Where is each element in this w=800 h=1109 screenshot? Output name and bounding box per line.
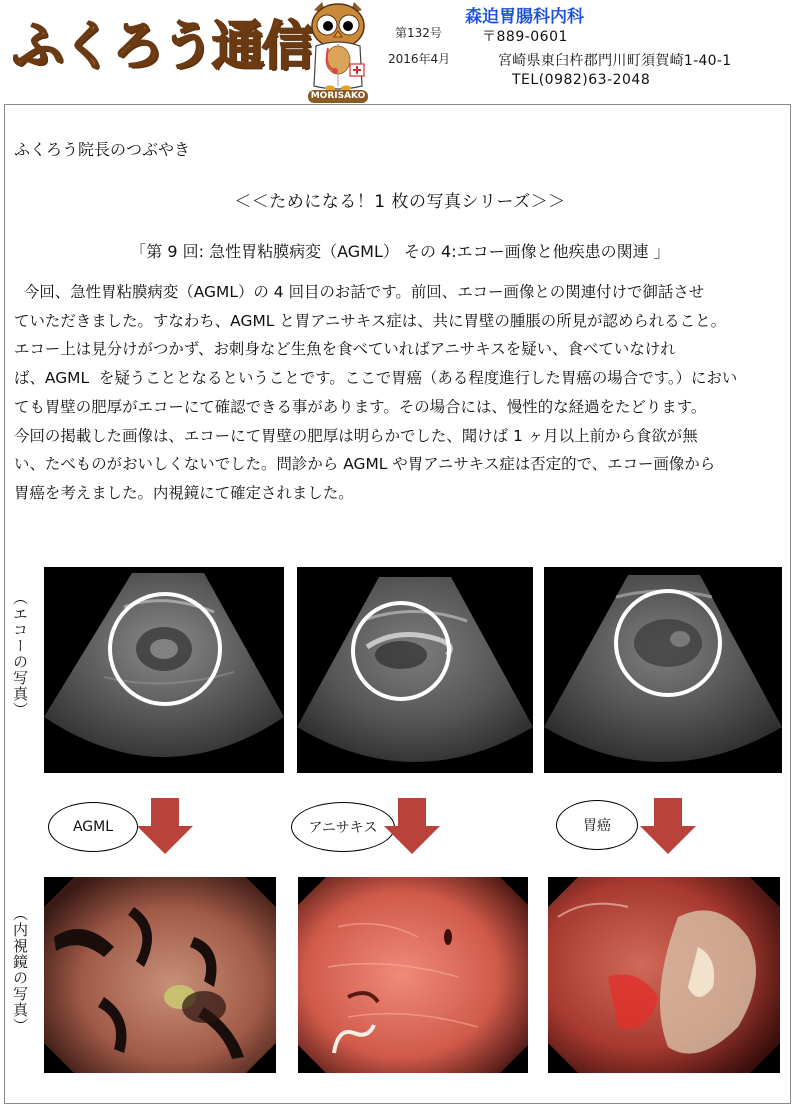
- newsletter-title: ふくろう通信: [12, 16, 313, 77]
- issue-number: 第132号: [395, 26, 442, 40]
- caption-gastric-cancer: 胃癌: [556, 800, 638, 850]
- down-arrow-icon: [382, 796, 442, 856]
- body-line: 今回、急性胃粘膜病変（AGML）の 4 回目のお話です。前回、エコー画像との関連付けで御話させ: [14, 283, 705, 301]
- article-body: [14, 278, 790, 508]
- series-title: ＜＜ためになる！1 枚の写真シリーズ＞＞: [234, 192, 566, 212]
- endoscope-image-gastric-cancer: [548, 877, 780, 1073]
- body-line: 胃癌を考えました。内視鏡にて確定されました。: [14, 483, 354, 502]
- ultrasound-image-anisakis: [297, 567, 533, 773]
- caption-agml: AGML: [48, 802, 138, 852]
- clinic-address: 宮崎県東臼杵郡門川町須賀崎1-40-1: [498, 53, 732, 69]
- caption-anisakis: アニサキス: [291, 802, 395, 852]
- episode-title: 「第 9 回: 急性胃粘膜病変（AGML） その 4:エコー画像と他疾患の関連 」: [130, 242, 670, 261]
- down-arrow-icon: [135, 796, 195, 856]
- body-line: エコー上は見分けがつかず、お刺身など生魚を食べていればアニサキスを疑い、食べていなけれ: [14, 340, 676, 359]
- endoscope-image-agml: [44, 877, 276, 1073]
- mascot-badge-text: MORISAKO: [310, 91, 366, 101]
- ultrasound-image-gastric-cancer: [544, 567, 782, 773]
- endoscope-image-anisakis: [298, 877, 528, 1073]
- clinic-phone: TEL(0982)63-2048: [512, 72, 651, 88]
- owl-mascot-logo: [304, 0, 372, 104]
- postal-code: 〒889-0601: [482, 29, 568, 45]
- issue-date: 2016年4月: [388, 52, 451, 66]
- down-arrow-icon: [638, 796, 698, 856]
- body-line: い、たべものがおいしくないでした。問診から AGML や胃アニサキス症は否定的で、エコー画像から: [14, 455, 716, 474]
- body-line: ていただきました。すなわち、AGML と胃アニサキス症は、共に胃壁の腫脹の所見が認められること。: [14, 311, 727, 330]
- body-line: ば、AGML を疑うこととなるということです。ここで胃癌（ある程度進行した胃癌の場合です。）におい: [14, 369, 738, 388]
- section-label: ふくろう院長のつぶやき: [14, 140, 191, 159]
- body-line: 今回の掲載した画像は、エコーにて胃壁の肥厚は明らかでした、聞けば 1 ヶ月以上前から食欲が無: [14, 426, 698, 445]
- clinic-name: 森迫胃腸科内科: [465, 7, 584, 27]
- endoscope-photo-label: （内視鏡の写真）: [11, 906, 29, 1034]
- body-line: ても胃壁の肥厚がエコーにて確認できる事があります。その場合には、慢性的な経過をたどります。: [14, 397, 707, 416]
- ultrasound-image-agml: [44, 567, 284, 773]
- echo-photo-label: （エコーの写真）: [11, 590, 29, 718]
